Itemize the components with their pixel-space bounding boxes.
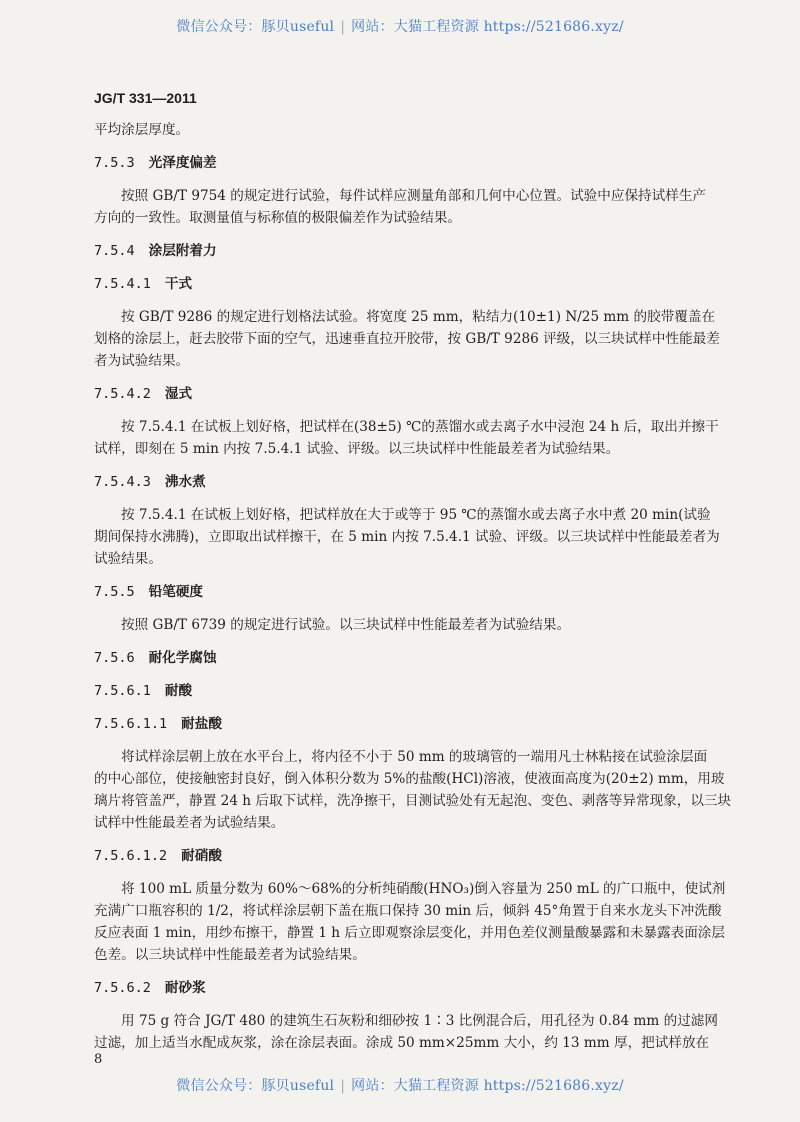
paragraph-line: 的中心部位，使接触密封良好，倒入体积分数为 5%的盐酸(HCl)溶液，使液面高度为(20±2) mm，用玻 [94,771,725,787]
paragraph-line: 色差。以三块试样中性能最差者为试验结果。 [94,947,366,963]
section-number: 7.5.6.1 [94,683,151,699]
document-body [94,119,732,1054]
paragraph-line: 平均涂层厚度。 [94,122,190,138]
section-title: 耐砂浆 [164,980,206,996]
paragraph-line: 将 100 mL 质量分数为 60%～68%的分析纯硝酸(HNO₃)倒入容量为 250 mL 的广口瓶中，使试剂 [121,881,726,897]
section-heading [94,152,708,174]
watermark-website: 网站：大猫工程资源 https://521686.xyz/ [351,1078,624,1094]
paragraph-line: 期间保持水沸腾)，立即取出试样擦干，在 5 min 内按 7.5.4.1 试验、评级。以三块试样中性能最差者为 [94,529,720,545]
section-title: 耐酸 [164,683,193,699]
section-heading [94,845,708,867]
section-number: 7.5.6.1.2 [94,848,168,864]
watermark-separator: | [340,19,346,35]
paragraph-line: 用 75 g 符合 JG/T 480 的建筑生石灰粉和细砂按 1∶3 比例混合后，用孔径为 0.84 mm 的过滤网 [121,1013,718,1029]
section-number: 7.5.3 [94,155,135,171]
paragraph-line: 方向的一致性。取测量值与标称值的极限偏差作为试验结果。 [94,210,462,226]
paragraph-line: 过滤，加上适当水配成灰浆，涂在涂层表面。涂成 50 mm×25mm 大小，约 13 mm 厚，把试样放在 [94,1035,710,1051]
document-code: JG/T 331—2011 [94,90,197,106]
section-title: 光泽度偏差 [148,155,217,171]
section-heading [94,713,708,735]
section-number: 7.5.4 [94,243,135,259]
paragraph-line: 按照 GB/T 6739 的规定进行试验。以三块试样中性能最差者为试验结果。 [121,617,571,633]
paragraph-line: 璃片将管盖严，静置 24 h 后取下试样，洗净擦干，目测试验处有无起泡、变色、剥落等异常现象，以三块 [94,793,732,809]
paragraph-line: 试样中性能最差者为试验结果。 [94,815,285,831]
paragraph [94,746,732,834]
paragraph-line: 试样，即刻在 5 min 内按 7.5.4.1 试验、评级。以三块试样中性能最差者为试验结果。 [94,441,620,457]
section-number: 7.5.4.3 [94,474,151,490]
section-number: 7.5.4.1 [94,276,151,292]
watermark-wechat: 微信公众号：豚贝useful [176,1078,335,1094]
section-number: 7.5.5 [94,584,135,600]
paragraph [94,185,708,229]
section-heading [94,383,708,405]
paragraph-line: 按照 GB/T 9754 的规定进行试验，每件试样应测量角部和几何中心位置。试验中应保持试样生产 [121,188,707,204]
section-number: 7.5.6.2 [94,980,151,996]
paragraph-line: 将试样涂层朝上放在水平台上，将内径不小于 50 mm 的玻璃管的一端用凡士林粘接在试验涂层面 [121,749,708,765]
section-heading [94,647,708,669]
section-title: 干式 [164,276,193,292]
section-number: 7.5.4.2 [94,386,151,402]
section-heading [94,581,708,603]
paragraph [94,614,708,636]
paragraph-line: 按 7.5.4.1 在试板上划好格，把试样放在大于或等于 95 ℃的蒸馏水或去离子水中煮 20 min(试验 [121,507,711,523]
paragraph [94,878,726,966]
section-number: 7.5.6.1.1 [94,716,168,732]
section-number: 7.5.6 [94,650,135,666]
section-heading [94,680,708,702]
section-heading [94,240,708,262]
paragraph-line: 试验结果。 [94,551,162,567]
section-title: 湿式 [164,386,193,402]
paragraph-line: 按 GB/T 9286 的规定进行划格法试验。将宽度 25 mm，粘结力(10±1) N/25 mm 的胶带覆盖在 [121,309,716,325]
watermark-footer [0,1075,800,1095]
paragraph [94,306,720,372]
paragraph-line: 按 7.5.4.1 在试板上划好格，把试样在(38±5) ℃的蒸馏水或去离子水中浸泡 24 h 后，取出并擦干 [121,419,719,435]
watermark-wechat: 微信公众号：豚贝useful [176,19,335,35]
section-heading [94,977,708,999]
section-title: 耐盐酸 [181,716,222,732]
paragraph-line: 划格的涂层上，赶去胶带下面的空气，迅速垂直拉开胶带，按 GB/T 9286 评级，以三块试样中性能最差 [94,331,720,347]
section-title: 耐硝酸 [181,848,222,864]
section-title: 沸水煮 [164,474,206,490]
watermark-separator: | [340,1078,346,1094]
paragraph [94,119,708,141]
paragraph-line: 者为试验结果。 [94,353,190,369]
section-heading [94,471,708,493]
page-number: 8 [94,1052,103,1067]
section-heading [94,273,708,295]
section-title: 耐化学腐蚀 [148,650,217,666]
section-title: 涂层附着力 [148,243,217,259]
paragraph [94,416,719,460]
paragraph [94,504,720,570]
paragraph-line: 充满广口瓶容积的 1/2，将试样涂层朝下盖在瓶口保持 30 min 后，倾斜 45°角置于自来水龙头下冲洗酸 [94,903,722,919]
watermark-website: 网站：大猫工程资源 https://521686.xyz/ [351,19,624,35]
paragraph [94,1010,718,1054]
section-title: 铅笔硬度 [148,584,204,600]
paragraph-line: 反应表面 1 min，用纱布擦干，静置 1 h 后立即观察涂层变化，并用色差仪测量酸暴露和未暴露表面涂层 [94,925,725,941]
watermark-header [0,16,800,36]
